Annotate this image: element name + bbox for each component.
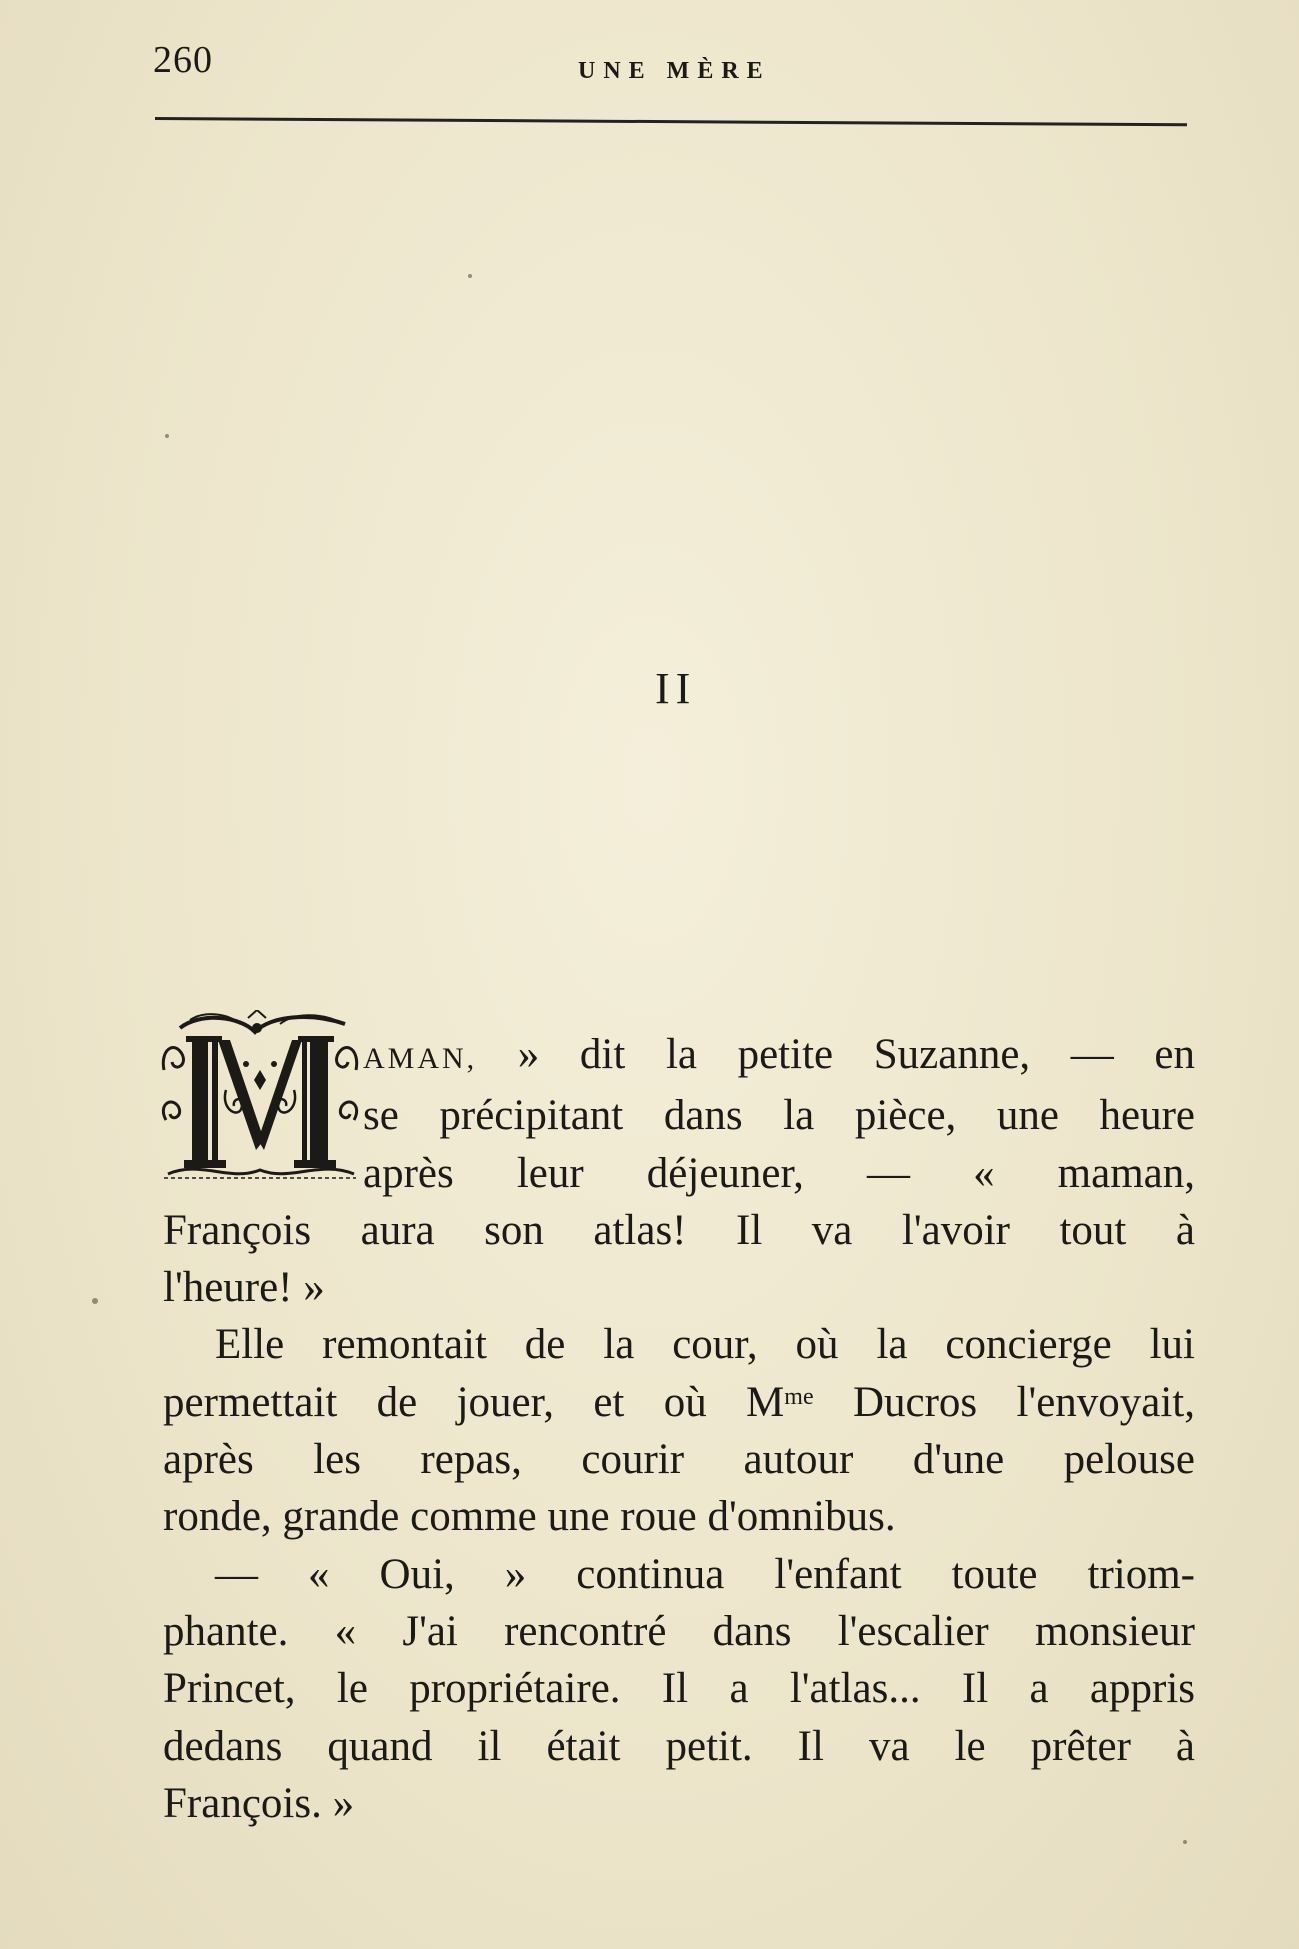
running-title: UNE MÈRE <box>578 58 771 84</box>
superscript: me <box>784 1383 814 1410</box>
text-line: Princet, le propriétaire. Il a l'atlas... Il a appris <box>163 1665 1195 1713</box>
paper-speck <box>468 274 472 278</box>
text-fragment: Ducros l'envoyait, <box>813 1378 1196 1426</box>
paper-speck <box>165 434 169 438</box>
page-number: 260 <box>153 39 213 81</box>
chapter-number: II <box>655 664 697 713</box>
text-line: après les repas, courir autour d'une pelouse <box>163 1436 1195 1484</box>
text-line: François. » <box>163 1779 355 1827</box>
paper-speck <box>1183 1840 1187 1844</box>
text-line: François aura son atlas! Il va l'avoir tout à <box>163 1206 1195 1254</box>
header-rule <box>155 117 1187 126</box>
paper-speck <box>92 1298 98 1304</box>
body-text <box>163 1026 1195 1832</box>
text-line <box>163 1026 1195 1087</box>
text-fragment: permettait de jouer, et où M <box>163 1378 785 1426</box>
text-line: phante. « J'ai rencontré dans l'escalier monsieur <box>163 1607 1195 1655</box>
text-line: se précipitant dans la pièce, une heure <box>363 1092 1195 1140</box>
text-line: Elle remontait de la cour, où la concierge lui <box>215 1321 1195 1369</box>
text-line: ronde, grande comme une roue d'omnibus. <box>163 1493 896 1541</box>
dropcap-continuation: AMAN, <box>363 1042 478 1075</box>
text-line: l'heure! » <box>163 1264 325 1312</box>
text-line: — « Oui, » continua l'enfant toute triom- <box>215 1550 1195 1598</box>
text-line: après leur déjeuner, — « maman, <box>363 1149 1195 1197</box>
text-fragment: » dit la petite Suzanne, — en <box>477 1031 1195 1078</box>
text-line: dedans quand il était petit. Il va le prêter à <box>163 1722 1195 1770</box>
text-line <box>163 1374 1195 1431</box>
